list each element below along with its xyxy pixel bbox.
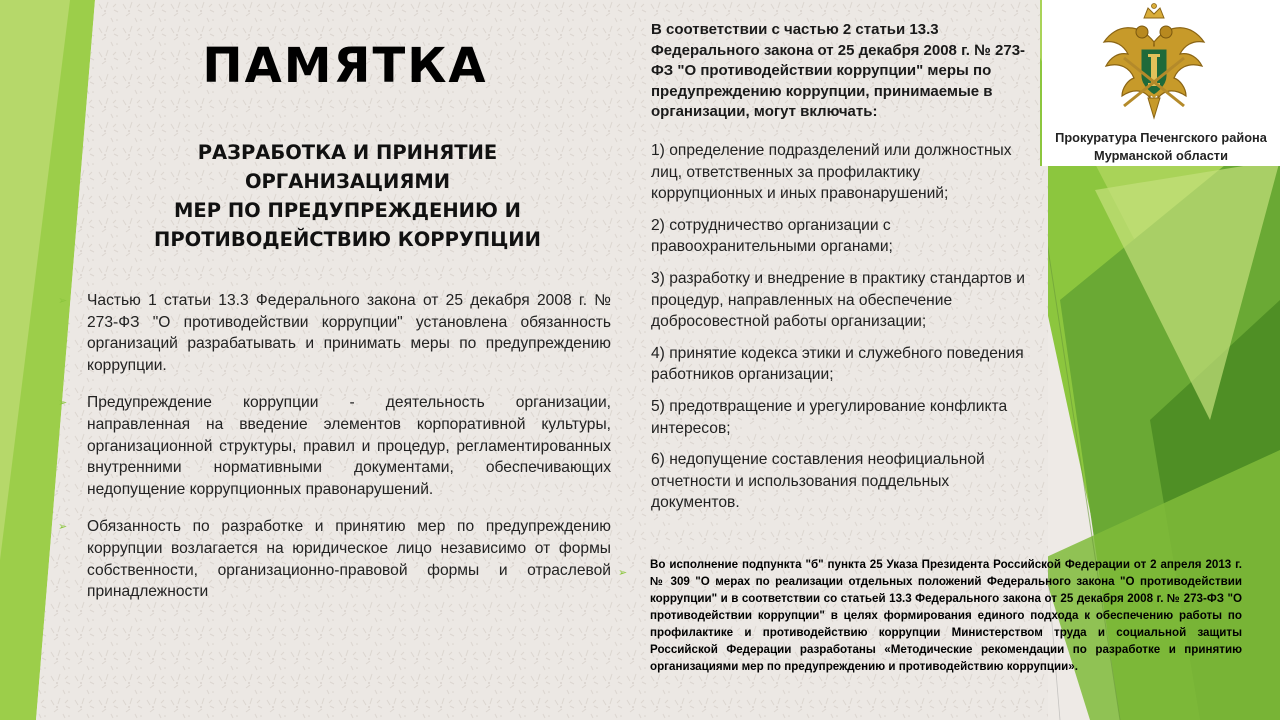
subtitle-line: РАЗРАБОТКА И ПРИНЯТИЕ ОРГАНИЗАЦИЯМИ [197,141,498,193]
organization-name [1042,129,1280,165]
measures-intro: В соответствии с частью 2 статьи 13.3 Федерального закона от 25 декабря 2008 г. № 273-ФЗ "О противодействии коррупции" меры по предупреждению коррупции, принимаемые в организации, могут включать: [651,21,1026,120]
list-item: 4) принятие кодекса этики и служебного поведения работников организации; [651,344,1024,384]
list-item-text: Обязанность по разработке и принятию мер по предупреждению коррупции возлагается на юридическое лицо независимо от формы собственности, организационно-правовой формы и отраслевой принадлежности [87,518,611,601]
organization-name-line: Мурманской области [1094,148,1228,163]
list-item: 1) определение подразделений или должностных лиц, ответственных за профилактику коррупционных и иных правонарушений; [651,142,1012,203]
subtitle-line: ПРОТИВОДЕЙСТВИЮ КОРРУПЦИИ [154,228,541,251]
subtitle [95,138,600,254]
prosecutor-emblem-icon [1098,2,1210,120]
list-item: 2) сотрудничество организации с правоохранительными органами; [651,216,893,256]
measures-list [651,140,1036,524]
arrow-bullet-icon: ➢ [58,397,68,410]
page-title: ПАМЯТКА [202,38,488,94]
arrow-bullet-icon: ➢ [618,567,628,579]
list-item: 3) разработку и внедрение в практику стандартов и процедур, направленных на обеспечение добросовестной работы организации; [651,269,1025,331]
list-item: 6) недопущение составления неофициальной отчетности и использования поддельных документов. [651,451,985,512]
list-item-text: Предупреждение коррупции - деятельность организации, направленная на введение элементов корпоративной культуры, организационной структуры, правил и процедур, регламентированных внутренними нормативными документами, обеспечивающих недопущение коррупционных правонарушений. [87,394,611,498]
arrow-bullet-icon: ➢ [58,521,68,534]
list-item [56,392,611,500]
list-item [56,290,611,376]
list-item-text: Частью 1 статьи 13.3 Федерального закона от 25 декабря 2008 г. № 273-ФЗ "О противодействии коррупции" установлена обязанность организаций разрабатывать и принимать меры по предупреждению коррупции. [87,292,611,374]
list-item: 5) предотвращение и урегулирование конфликта интересов; [651,397,1008,437]
list-item [56,516,611,602]
subtitle-line: МЕР ПО ПРЕДУПРЕЖДЕНИЮ И [174,199,521,222]
footnote: Во исполнение подпункта "б" пункта 25 Указа Президента Российской Федерации от 2 апреля 2013 г. № 309 "О мерах по реализации отдельных положений Федерального закона "О противодействии коррупции" и в соответствии со статьей 13.3 Федерального закона от 25 декабря 2008 г. № 273-ФЗ "О противодействии коррупции" в целях формирования единого подхода к обеспечению работы по профилактике и противодействию коррупции Министерством труда и социальной защиты Российской Федерации разработаны «Методические рекомендации по разработке и принятию организациями мер по предупреждению и противодействию коррупции». [650,558,1242,673]
organization-name-line: Прокуратура Печенгского района [1055,130,1267,145]
arrow-bullet-icon: ➢ [58,295,68,307]
left-bullet-list [56,290,611,619]
